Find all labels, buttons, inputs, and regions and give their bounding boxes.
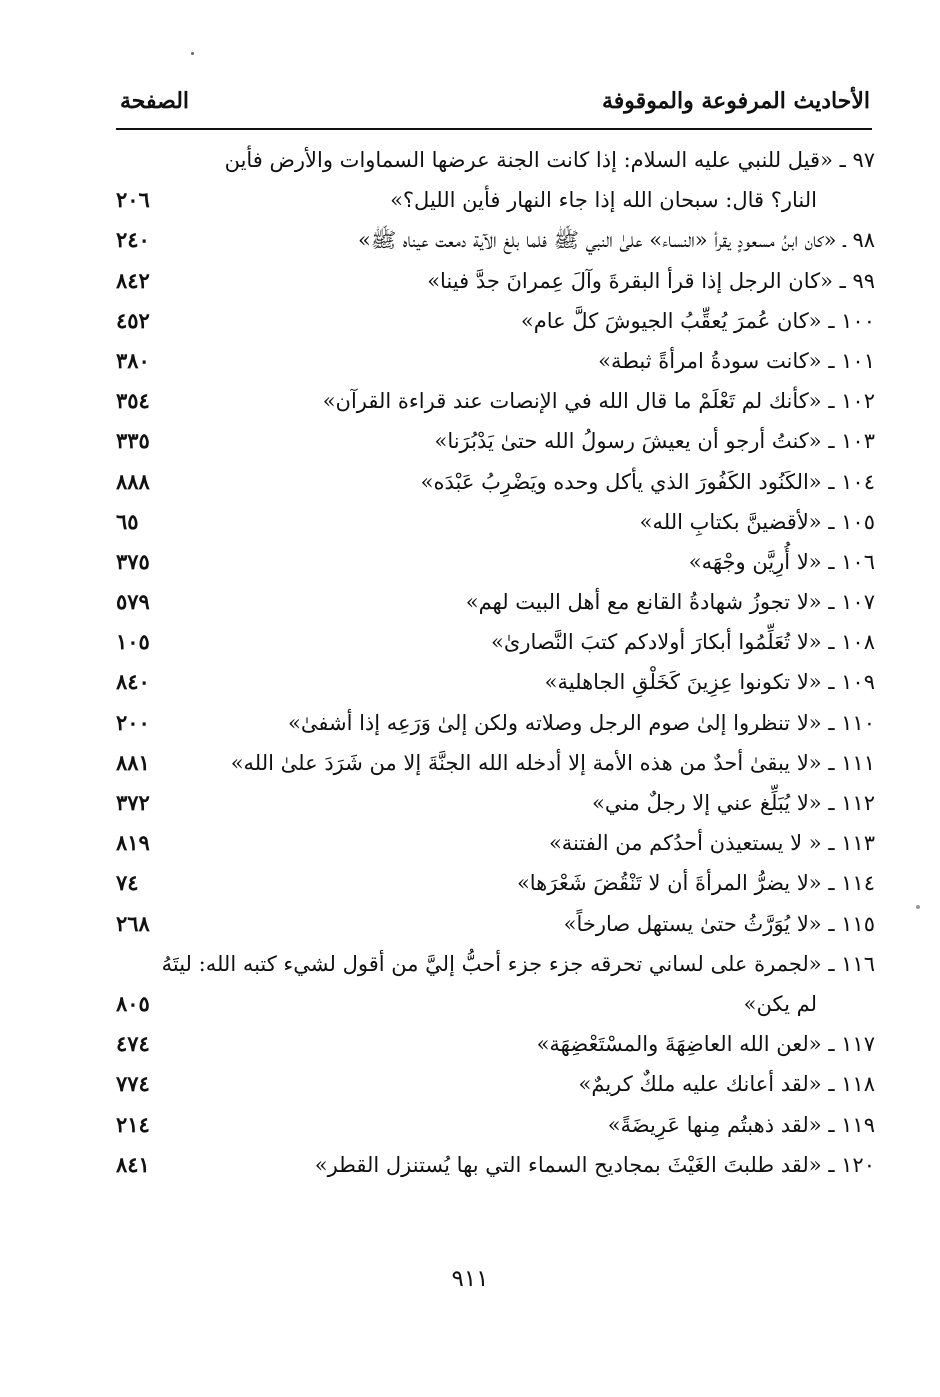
entry-text: ١٠١ ـ «كانت سودةُ امرأةً ثبطة»: [598, 348, 875, 373]
entry-text: ١٠٠ ـ «كان عُمرَ يُعقِّبُ الجيوشَ كلَّ عام»: [520, 308, 875, 333]
entry-line: [110, 421, 875, 461]
scan-speck: [191, 52, 194, 55]
entry-page-number: ٨٤١: [116, 1151, 150, 1177]
entry-line: [110, 301, 875, 341]
entry-text: ١١٧ ـ «لعن الله العاضِهَةَ والمسْتَعْضِهَة»: [536, 1032, 875, 1057]
entry-text: النار؟ قال: سبحان الله إذا جاء النهار فأين الليل؟»: [390, 188, 817, 213]
entry-text: ١٠٩ ـ «لا تكونوا عِزِينَ كَخَلْقِ الجاهلية»: [544, 670, 875, 695]
entry-line: [110, 220, 875, 260]
entry-text: لم يكن»: [743, 991, 817, 1016]
entry-line: [110, 180, 875, 220]
entry-line: [110, 984, 875, 1024]
entry-text: ١١١ ـ «لا يبقىٰ أحدٌ من هذه الأمة إلا أدخله الله الجنَّةَ إلا من شَرَدَ علىٰ الله»: [230, 750, 875, 775]
entry-line: [110, 341, 875, 381]
entry-page-number: ٢٠٦: [116, 187, 150, 213]
index-entry: [110, 863, 875, 903]
entry-text: ١١٨ ـ «لقد أعانك عليه ملكٌ كريمٌ»: [578, 1072, 875, 1097]
entry-line: [110, 743, 875, 783]
index-entry: [110, 301, 875, 341]
index-entry: [110, 1145, 875, 1185]
entry-text: ١٠٨ ـ «لا تُعَلِّمُوا أبكارَ أولادكم كتبَ النَّصارىٰ»: [491, 630, 875, 655]
entry-page-number: ٨٠٥: [116, 990, 150, 1016]
entry-page-number: ٣٨٠: [116, 347, 150, 373]
entry-page-number: ٣٥٤: [116, 388, 150, 414]
entry-page-number: ٢٤٠: [116, 227, 150, 253]
entry-text: ١١٤ ـ «لا يضرُّ المرأةَ أن لا تَنْقُضَ شَعْرَها»: [516, 871, 875, 896]
index-entry: [110, 381, 875, 421]
entry-text: ١٠٥ ـ «لأقضينَّ بكتابِ الله»: [639, 509, 875, 534]
entry-page-number: ٨٤٢: [116, 267, 150, 293]
entry-page-number: ٨٨٨: [116, 468, 150, 494]
index-entry: [110, 743, 875, 783]
index-entry: [110, 904, 875, 944]
page-column-heading: الصفحة: [120, 88, 190, 114]
entry-text: ١٢٠ ـ «لقد طلبتَ الغَيْثَ بمجاديح السماء التي بها يُستنزل القطر»: [314, 1152, 875, 1177]
index-entry: [110, 261, 875, 301]
index-entry: [110, 783, 875, 823]
entry-page-number: ٤٥٢: [116, 307, 150, 333]
entry-line: [110, 140, 875, 180]
entry-line: [110, 863, 875, 903]
entry-page-number: ٧٤: [116, 870, 139, 896]
entry-text: ١١٠ ـ «لا تنظروا إلىٰ صوم الرجل وصلاته ولكن إلىٰ وَرَعِه إذا أشفىٰ»: [288, 710, 875, 735]
entry-text: ٩٧ ـ «قيل للنبي عليه السلام: إذا كانت الجنة عرضها السماوات والأرض فأين: [224, 148, 875, 172]
entry-text: ١٠٧ ـ «لا تجوزُ شهادةُ القانع مع أهل البيت لهم»: [465, 590, 875, 615]
entry-line: [110, 823, 875, 863]
entry-text: ١١٥ ـ «لا يُوَرَّثُ حتىٰ يستهل صارخاً»: [563, 911, 875, 936]
entry-text: ١١٦ ـ «لجمرة على لساني تحرقه جزء جزء أحبُّ إليَّ من أقول لشيء كتبه الله: ليتَهُ: [161, 951, 875, 976]
index-entry: [110, 823, 875, 863]
entry-line: [110, 904, 875, 944]
entry-page-number: ٢٠٠: [116, 709, 150, 735]
entry-page-number: ٦٥: [116, 508, 139, 534]
entry-line: [110, 662, 875, 702]
entry-page-number: ٣٧٢: [116, 790, 150, 815]
entry-line: [110, 1064, 875, 1104]
entry-line: [110, 1145, 875, 1185]
entry-page-number: ٨٤٠: [116, 669, 150, 695]
entry-page-number: ٣٣٥: [116, 428, 150, 454]
entry-line: [110, 261, 875, 301]
entry-line: [110, 502, 875, 542]
page-number: ٩١١: [451, 1266, 489, 1292]
entry-page-number: ٧٧٤: [116, 1071, 150, 1097]
entry-page-number: ٨٨١: [116, 749, 150, 775]
entry-line: [110, 1105, 875, 1145]
entry-text: ١٠٣ ـ «كنتُ أرجو أن يعيشَ رسولُ الله حتىٰ يَدْبُرَنا»: [434, 429, 875, 454]
header-rule: [116, 128, 872, 130]
entry-line: [110, 462, 875, 502]
index-entry: [110, 462, 875, 502]
entry-line: [110, 944, 875, 984]
index-entry: [110, 220, 875, 260]
entry-page-number: ٣٧٥: [116, 548, 150, 574]
entry-text: ٩٨ ـ «كان ابنُ مسعودٍ يقرأ «النساء» علىٰ النبي ﷺ فلما بلغ الآية دمعت عيناه ﷺ»: [357, 228, 875, 253]
index-entry: [110, 140, 875, 220]
entry-page-number: ١٠٥: [116, 629, 150, 655]
index-entry: [110, 662, 875, 702]
entry-page-number: ٥٧٩: [116, 589, 150, 615]
entry-text: ١١٣ ـ « لا يستعيذن أحدُكم من الفتنة»: [548, 831, 875, 856]
index-entry: [110, 1064, 875, 1104]
index-entry: [110, 703, 875, 743]
running-header-title: الأحاديث المرفوعة والموقوفة: [602, 88, 870, 114]
entry-line: [110, 582, 875, 622]
entry-page-number: ٢٦٨: [116, 910, 150, 936]
index-entry: [110, 341, 875, 381]
entry-text: ١٠٢ ـ «كأنك لم تَعْلَمْ ما قال الله في الإنصات عند قراءة القرآن»: [322, 389, 875, 414]
index-entry: [110, 582, 875, 622]
hadith-index-list: [110, 140, 875, 1185]
index-entry: [110, 421, 875, 461]
entry-line: [110, 381, 875, 421]
entry-line: [110, 783, 875, 823]
entry-line: [110, 1024, 875, 1064]
index-entry: [110, 1024, 875, 1064]
index-entry: [110, 944, 875, 1024]
entry-line: [110, 542, 875, 582]
index-entry: [110, 1105, 875, 1145]
entry-line: [110, 622, 875, 662]
entry-page-number: ٨١٩: [116, 830, 150, 856]
index-entry: [110, 502, 875, 542]
scan-speck: [916, 905, 920, 909]
index-entry: [110, 542, 875, 582]
entry-text: ١٠٦ ـ «لا أُرِيَّن وجْهَه»: [688, 549, 875, 574]
entry-page-number: ٢١٤: [116, 1111, 150, 1137]
entry-line: [110, 703, 875, 743]
entry-text: ٩٩ ـ «كان الرجل إذا قرأ البقرةَ وآلَ عِمرانَ جدَّ فينا»: [427, 268, 875, 293]
entry-text: ١٠٤ ـ «الكَنُود الكَفُورَ الذي يأكل وحده ويَضْرِبُ عَبْدَه»: [420, 469, 875, 494]
entry-text: ١١٢ ـ «لا يُبَلِّغ عني إلا رجلٌ مني»: [591, 791, 875, 815]
entry-text: ١١٩ ـ «لقد ذهبتُم مِنها عَرِيضَةً»: [607, 1112, 875, 1137]
index-entry: [110, 622, 875, 662]
entry-page-number: ٤٧٤: [116, 1031, 150, 1057]
